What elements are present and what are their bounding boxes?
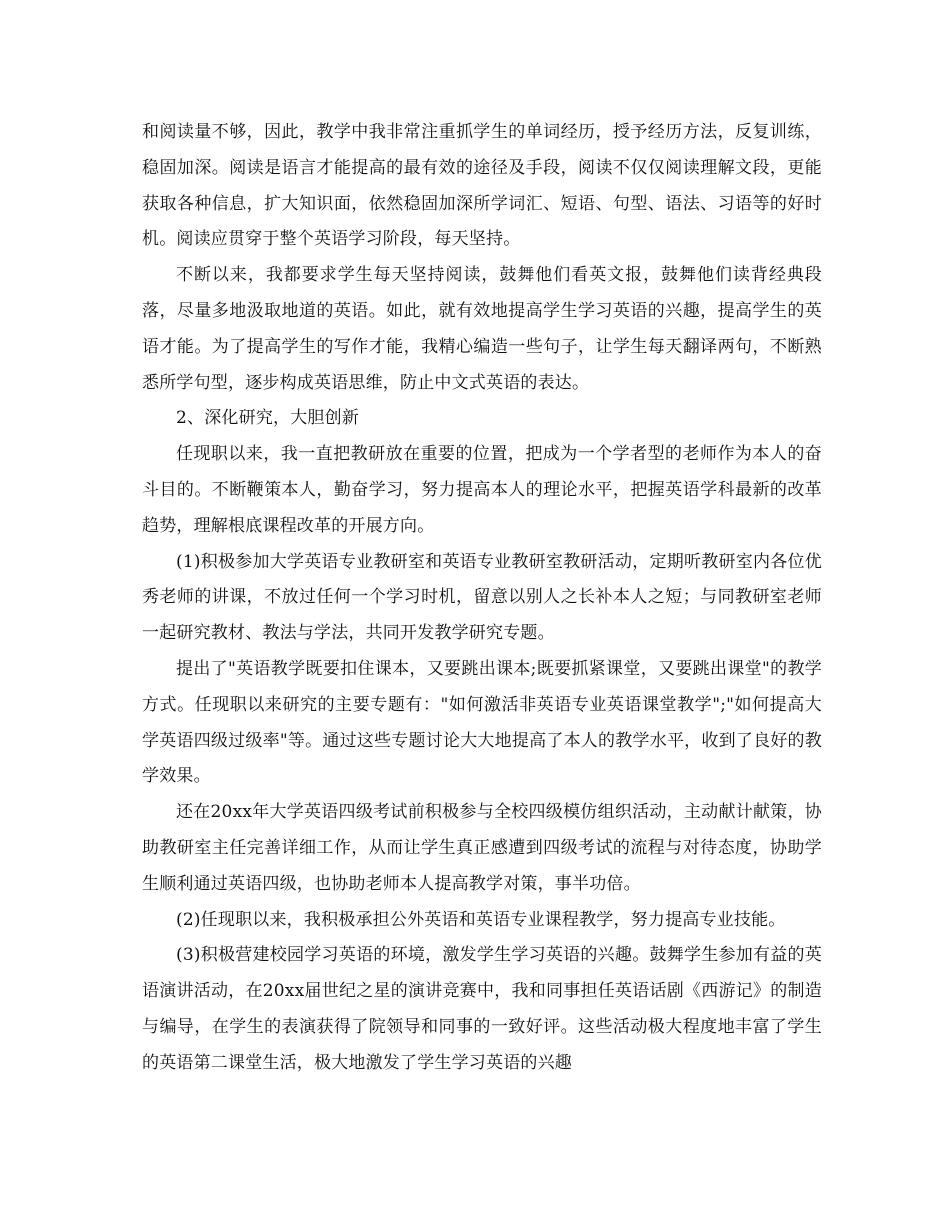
section-heading: 2、深化研究，大胆创新 xyxy=(176,408,360,429)
paragraph-8: (3)积极营建校园学习英语的环境，激发学生学习英语的兴趣。鼓舞学生参加有益的英语演讲活动，在20xx届世纪之星的演讲竞赛中，我和同事担任英语话剧《西游记》的制造与编导，在学生的表演获得了院领导和同事的一致好评。这些活动极大程度地丰富了学生的英语第二课堂生活，极大地激发了学生学习英语的兴趣 xyxy=(142,945,822,1073)
document-body xyxy=(142,115,822,1082)
paragraph-3: 任现职以来，我一直把教研放在重要的位置，把成为一个学者型的老师作为本人的奋斗目的。不断鞭策本人，勤奋学习，努力提高本人的理论水平，把握英语学科最新的改革趋势，理解根底课程改革的开展方向。 xyxy=(142,444,822,536)
paragraph-1: 和阅读量不够，因此，教学中我非常注重抓学生的单词经历，授予经历方法，反复训练，稳固加深。阅读是语言才能提高的最有效的途径及手段，阅读不仅仅阅读理解文段，更能获取各种信息，扩大知识面，依然稳固加深所学词汇、短语、句型、语法、习语等的好时机。阅读应贯穿于整个英语学习阶段，每天坚持。 xyxy=(142,122,822,250)
paragraph-5: 提出了"英语教学既要扣住课本，又要跳出课本;既要抓紧课堂，又要跳出课堂"的教学方式。任现职以来研究的主要专题有："如何激活非英语专业英语课堂教学";"如何提高大学英语四级过级率"等。通过这些专题讨论大大地提高了本人的教学水平，收到了良好的教学效果。 xyxy=(142,658,822,787)
paragraph-2: 不断以来，我都要求学生每天坚持阅读，鼓舞他们看英文报，鼓舞他们读背经典段落，尽量多地汲取地道的英语。如此，就有效地提高学生学习英语的兴趣，提高学生的英语才能。为了提高学生的写作才能，我精心编造一些句子，让学生每天翻译两句，不断熟悉所学句型，逐步构成英语思维，防止中文式英语的表达。 xyxy=(142,265,822,393)
paragraph-4: (1)积极参加大学英语专业教研室和英语专业教研室教研活动，定期听教研室内各位优秀老师的讲课，不放过任何一个学习时机，留意以别人之长补本人之短；与同教研室老师一起研究教材、教法与学法，共同开发教学研究专题。 xyxy=(142,551,822,644)
paragraph-7: (2)任现职以来，我积极承担公外英语和英语专业课程教学，努力提高专业技能。 xyxy=(176,909,786,930)
paragraph-6: 还在20xx年大学英语四级考试前积极参与全校四级模仿组织活动，主动献计献策，协助教研室主任完善详细工作，从而让学生真正感遭到四级考试的流程与对待态度，协助学生顺利通过英语四级，也协助老师本人提高教学对策，事半功倍。 xyxy=(142,802,822,894)
